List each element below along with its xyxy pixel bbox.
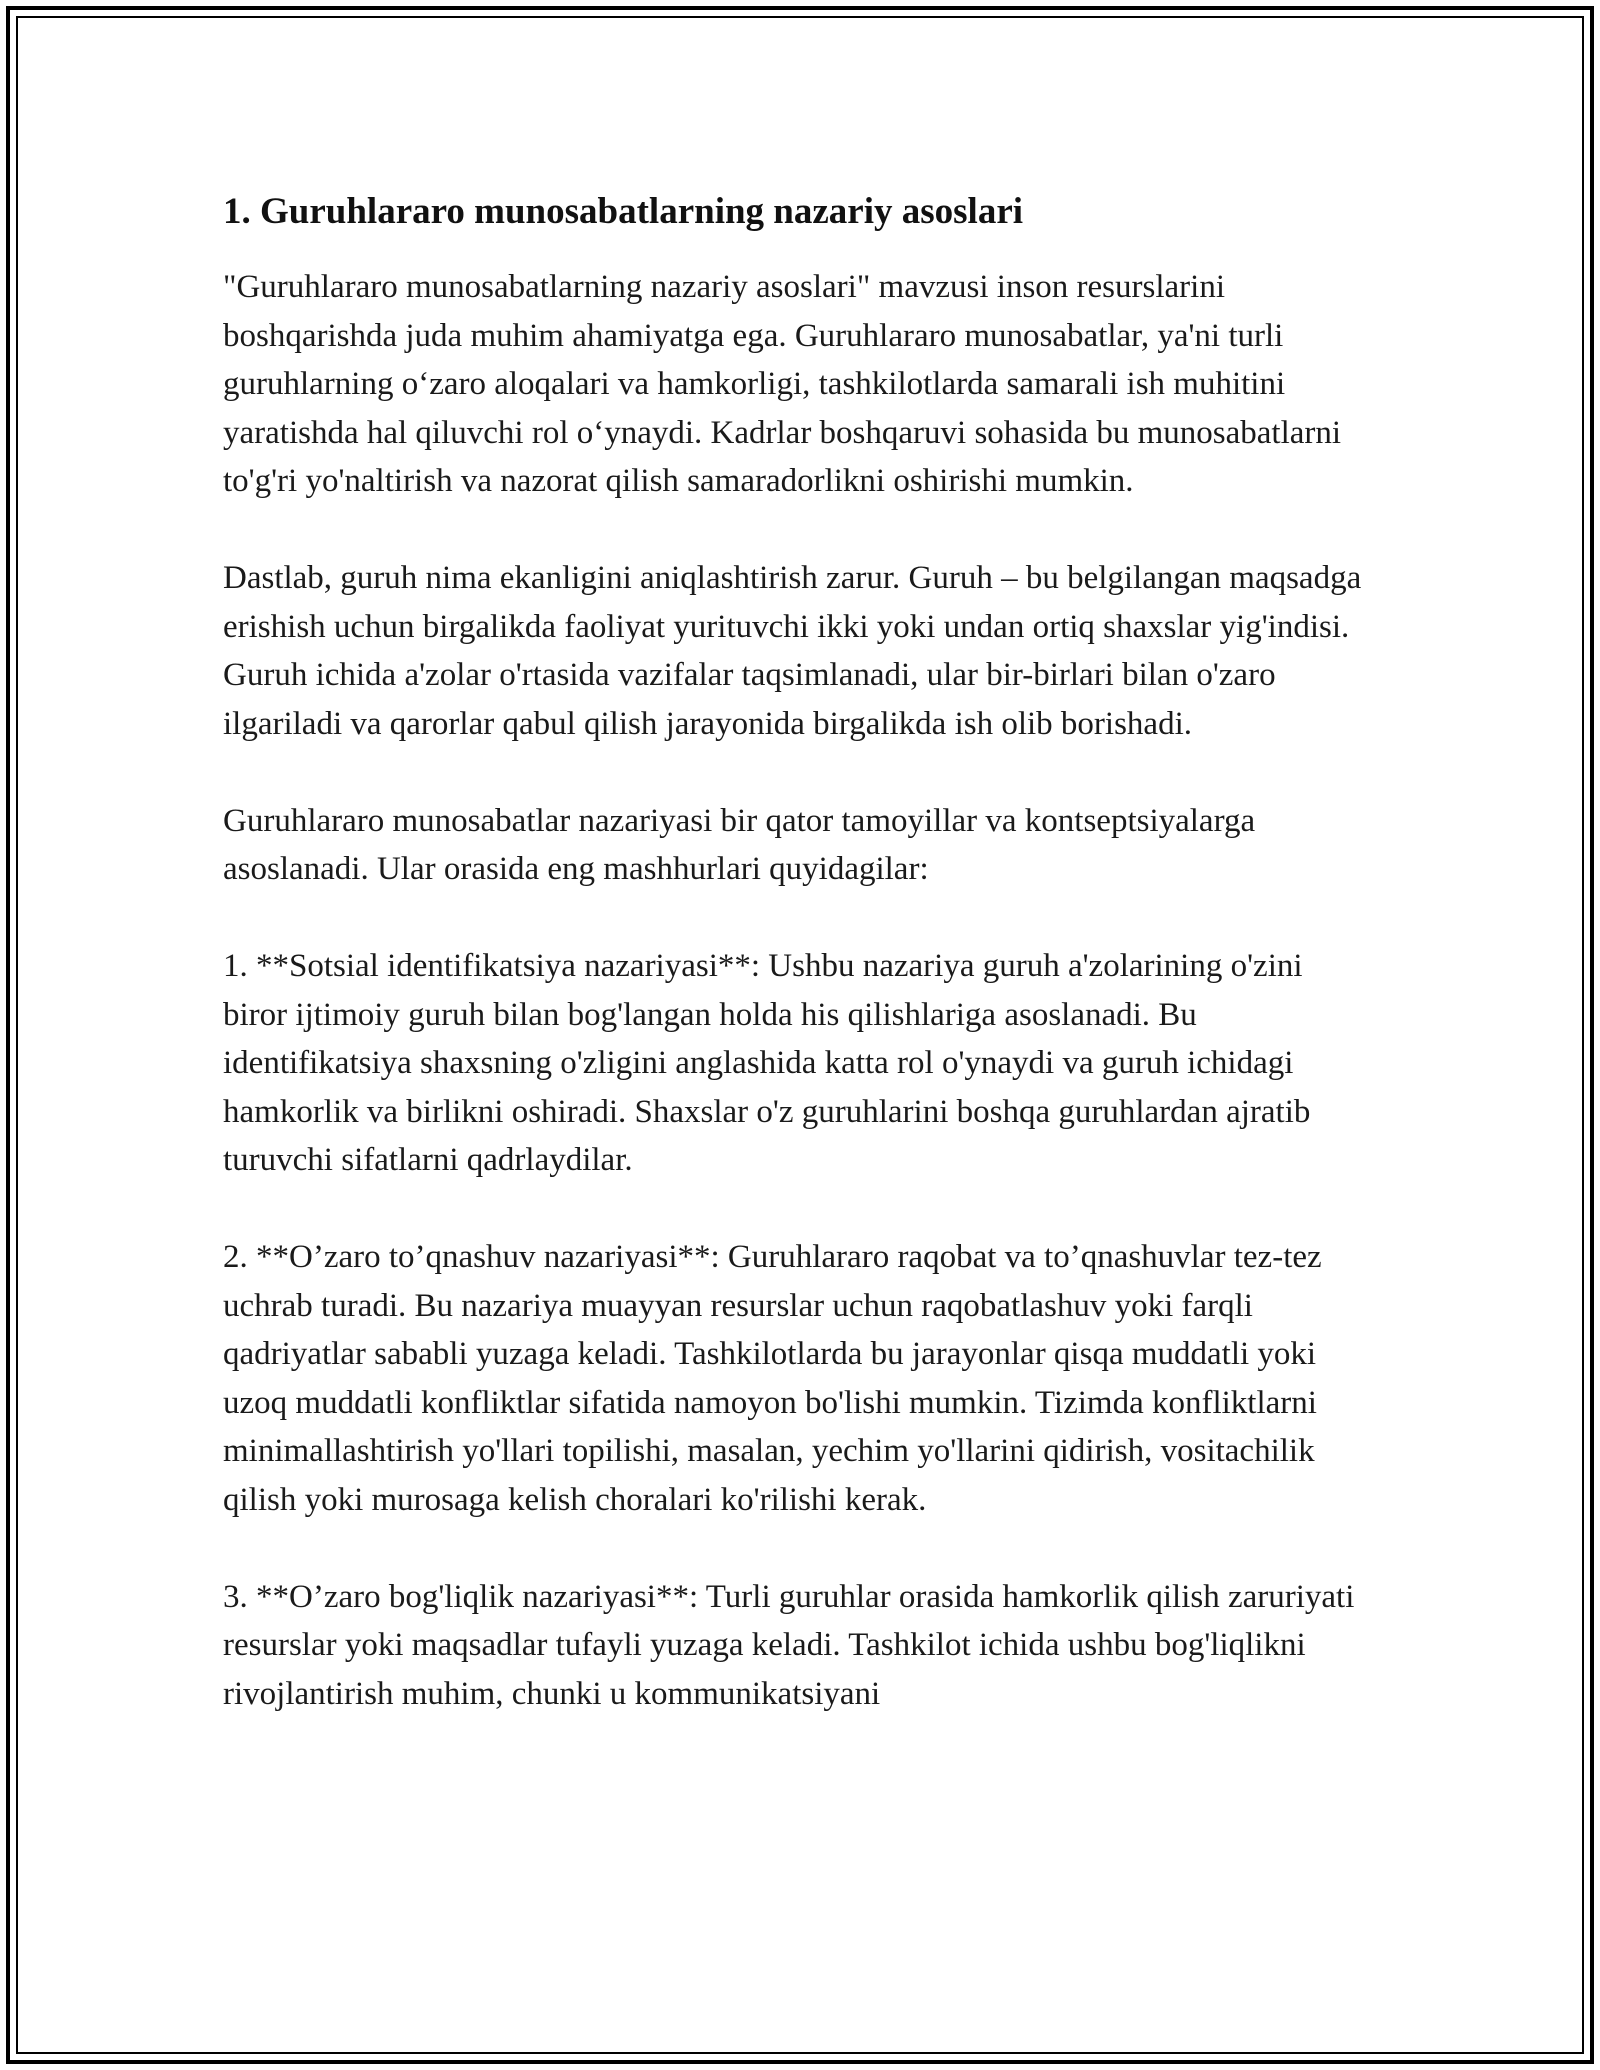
section-heading: 1. Guruhlararo munosabatlarning nazariy asoslari bbox=[223, 191, 1024, 232]
list-item-conflict-theory: 2. **O’zaro to’qnashuv nazariyasi**: Guruhlararo raqobat va to’qnashuvlar tez-tez uchrab turadi. Bu nazariya muayyan resurslar uchun raqobatlashuv yoki farqli qadriyatlar sababli yuzaga keladi. Tashkilotlarda bu jarayonlar qisqa muddatli yoki uzoq muddatli konfliktlar sifatida namoyon bo'lishi mumkin. Tizimda konfliktlarni minimallashtirish yo'llari topilishi, masalan, yechim yo'llarini qidirish, vositachilik qilish yoki murosaga kelish choralari ko'rilishi kerak. bbox=[223, 1239, 1322, 1518]
paragraph-intro: "Guruhlararo munosabatlarning nazariy asoslari" mavzusi inson resurslarini boshqarishda juda muhim ahamiyatga ega. Guruhlararo munosabatlar, ya'ni turli guruhlarning o‘zaro aloqalari va hamkorligi, tashkilotlarda samarali ish muhitini yaratishda hal qiluvchi rol o‘ynaydi. Kadrlar boshqaruvi sohasida bu munosabatlarni to'g'ri yo'naltirish va nazorat qilish samaradorlikni oshirishi mumkin. bbox=[223, 269, 1342, 499]
paragraph-group-definition: Dastlab, guruh nima ekanligini aniqlashtirish zarur. Guruh – bu belgilangan maqsadga erishish uchun birgalikda faoliyat yurituvchi ikki yoki undan ortiq shaxslar yig'indisi. Guruh ichida a'zolar o'rtasida vazifalar taqsimlanadi, ular bir-birlari bilan o'zaro ilgariladi va qarorlar qabul qilish jarayonida birgalikda ish olib borishadi. bbox=[223, 560, 1362, 742]
paragraph-theory-overview: Guruhlararo munosabatlar nazariyasi bir qator tamoyillar va kontseptsiyalarga asoslanadi. Ular orasida eng mashhurlari quyidagilar: bbox=[223, 802, 1256, 887]
list-item-social-identity: 1. **Sotsial identifikatsiya nazariyasi**: Ushbu nazariya guruh a'zolarining o'zini biror ijtimoiy guruh bilan bog'langan holda his qilishlariga asoslanadi. Bu identifikatsiya shaxsning o'zligini anglashida katta rol o'ynaydi va guruh ichidagi hamkorlik va birlikni oshiradi. Shaxslar o'z guruhlarini boshqa guruhlardan ajratib turuvchi sifatlarni qadrlaydilar. bbox=[223, 948, 1311, 1178]
list-item-interdependence-theory: 3. **O’zaro bog'liqlik nazariyasi**: Turli guruhlar orasida hamkorlik qilish zaruriyati resurslar yoki maqsadlar tufayli yuzaga keladi. Tashkilot ichida ushbu bog'liqlikni rivojlantirish muhim, chunki u kommunikatsiyani bbox=[223, 1578, 1355, 1712]
document-body bbox=[223, 186, 1373, 1767]
